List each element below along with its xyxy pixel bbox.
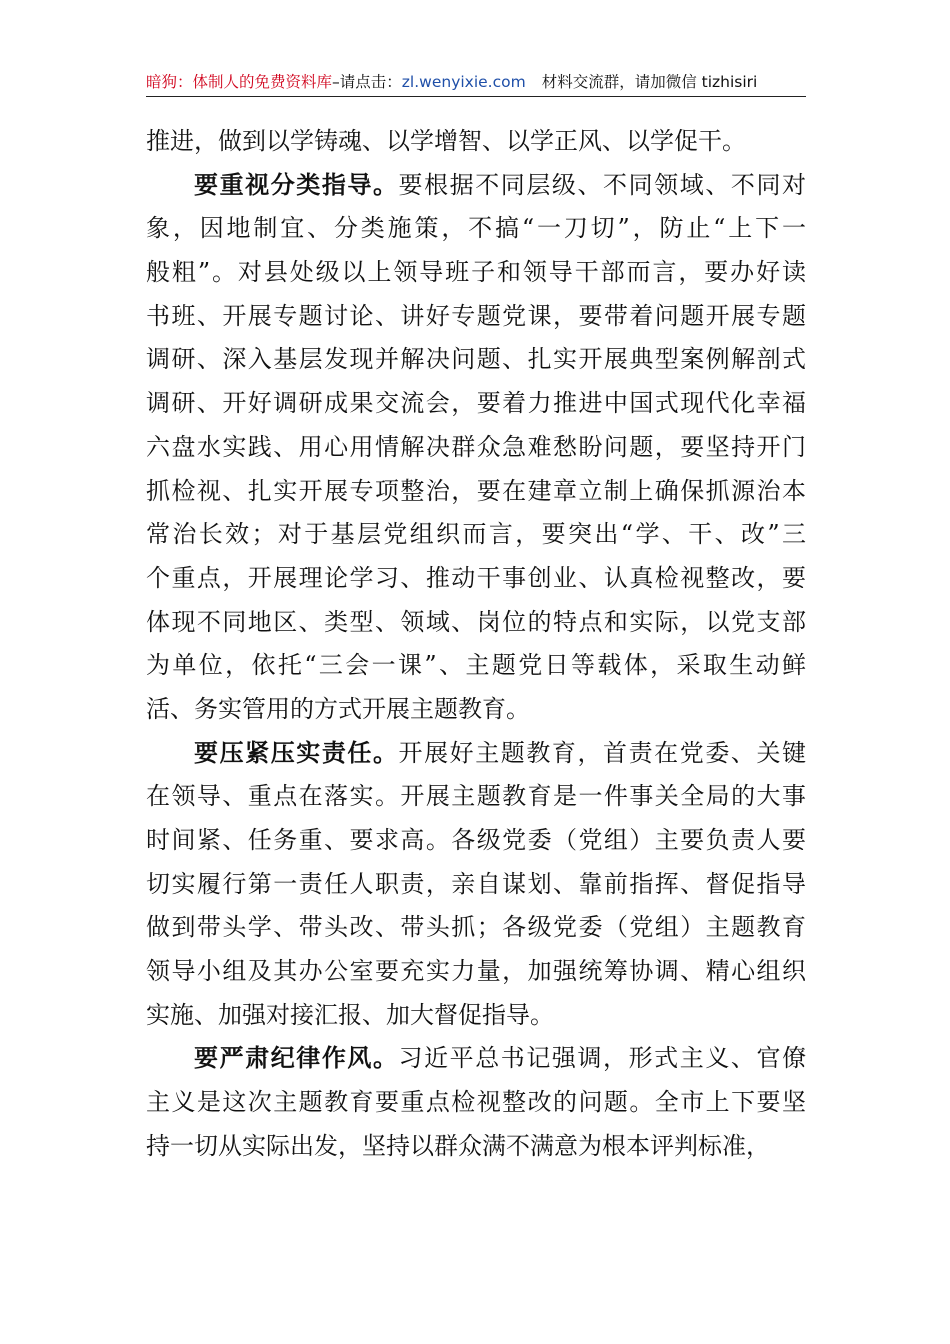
paragraph-1-line-1 bbox=[146, 207, 806, 251]
paragraph-2-text: 切实履行第一责任人职责，亲自谋划、靠前指挥、督促指导 bbox=[146, 869, 806, 898]
paragraph-1-text: 调研、开好调研成果交流会，要着力推进中国式现代化幸福 bbox=[146, 389, 806, 418]
page-header bbox=[146, 70, 806, 94]
paragraph-1-text: 调研、深入基层发现并解决问题、扎实开展典型案例解剖式 bbox=[146, 345, 806, 374]
paragraph-1-line-7 bbox=[146, 470, 806, 514]
paragraph-3-text: 主义是这次主题教育要重点检视整改的问题。全市上下要坚 bbox=[146, 1088, 806, 1117]
header-contact: 材料交流群，请加微信 tizhisiri bbox=[541, 73, 758, 91]
paragraph-2-line-6 bbox=[146, 994, 806, 1038]
header-url-link[interactable]: zl.wenyixie.com bbox=[401, 73, 526, 91]
paragraph-2-line-2 bbox=[146, 819, 806, 863]
header-click-label: –请点击： bbox=[332, 73, 402, 91]
paragraph-1-line-9 bbox=[146, 557, 806, 601]
paragraph-1-line-2 bbox=[146, 251, 806, 295]
paragraph-2-line-0 bbox=[146, 732, 806, 776]
paragraph-1-text: 要根据不同层级、不同领域、不同对 bbox=[398, 170, 807, 199]
paragraph-2-line-4 bbox=[146, 906, 806, 950]
paragraph-2-line-5 bbox=[146, 950, 806, 994]
document-body bbox=[146, 120, 806, 1169]
paragraph-1-text: 象，因地制宜、分类施策，不搞“一刀切”，防止“上下一 bbox=[146, 214, 806, 243]
header-divider bbox=[146, 96, 806, 97]
paragraph-2-text: 做到带头学、带头改、带头抓；各级党委（党组）主题教育 bbox=[146, 913, 806, 942]
paragraph-1-text: 般粗”。对县处级以上领导班子和领导干部而言，要办好读 bbox=[146, 258, 806, 287]
paragraph-0-text: 推进，做到以学铸魂、以学增智、以学正风、以学促干。 bbox=[146, 127, 746, 155]
paragraph-1-line-4 bbox=[146, 338, 806, 382]
paragraph-3-line-1 bbox=[146, 1081, 806, 1125]
paragraph-1-text: 六盘水实践、用心用情解决群众急难愁盼问题，要坚持开门 bbox=[146, 432, 806, 461]
paragraph-3-line-0 bbox=[146, 1037, 806, 1081]
paragraph-2-text: 实施、加强对接汇报、加大督促指导。 bbox=[146, 1000, 554, 1029]
paragraph-1-text: 体现不同地区、类型、领域、岗位的特点和实际，以党支部 bbox=[146, 607, 806, 636]
paragraph-1-text: 抓检视、扎实开展专项整治，要在建章立制上确保抓源治本 bbox=[146, 476, 806, 505]
paragraph-2-text: 开展好主题教育，首责在党委、关键 bbox=[398, 738, 807, 767]
paragraph-2-line-1 bbox=[146, 775, 806, 819]
paragraph-2-lead: 要压紧压实责任。 bbox=[194, 738, 399, 767]
paragraph-1-line-8 bbox=[146, 513, 806, 557]
paragraph-3-text: 持一切从实际出发，坚持以群众满不满意为根本评判标准， bbox=[146, 1131, 770, 1160]
paragraph-1-line-11 bbox=[146, 644, 806, 688]
paragraph-1-line-3 bbox=[146, 295, 806, 339]
paragraph-0-line-0 bbox=[146, 120, 806, 164]
paragraph-1-lead: 要重视分类指导。 bbox=[194, 170, 399, 199]
paragraph-1-text: 书班、开展专题讨论、讲好专题党课，要带着问题开展专题 bbox=[146, 301, 806, 330]
paragraph-3-lead: 要严肃纪律作风。 bbox=[194, 1044, 399, 1073]
paragraph-2-text: 时间紧、任务重、要求高。各级党委（党组）主要负责人要 bbox=[146, 826, 806, 854]
paragraph-1-text: 为单位，依托“三会一课”、主题党日等载体，采取生动鲜 bbox=[146, 651, 806, 680]
paragraph-1-line-10 bbox=[146, 601, 806, 645]
paragraph-1-text: 活、务实管用的方式开展主题教育。 bbox=[146, 694, 530, 723]
paragraph-2-text: 领导小组及其办公室要充实力量，加强统筹协调、精心组织 bbox=[146, 957, 806, 986]
paragraph-3-line-2 bbox=[146, 1125, 806, 1169]
paragraph-1-line-6 bbox=[146, 426, 806, 470]
paragraph-1-line-12 bbox=[146, 688, 806, 732]
header-site-name: 暗狗：体制人的免费资料库 bbox=[146, 73, 333, 91]
paragraph-3-text: 习近平总书记强调，形式主义、官僚 bbox=[398, 1044, 807, 1073]
paragraph-2-text: 在领导、重点在落实。开展主题教育是一件事关全局的大事 bbox=[146, 782, 806, 811]
paragraph-1-line-0 bbox=[146, 164, 806, 208]
paragraph-2-line-3 bbox=[146, 863, 806, 907]
paragraph-1-text: 常治长效；对于基层党组织而言，要突出“学、干、改”三 bbox=[146, 520, 806, 549]
paragraph-1-text: 个重点，开展理论学习、推动干事创业、认真检视整改，要 bbox=[146, 563, 806, 592]
paragraph-1-line-5 bbox=[146, 382, 806, 426]
